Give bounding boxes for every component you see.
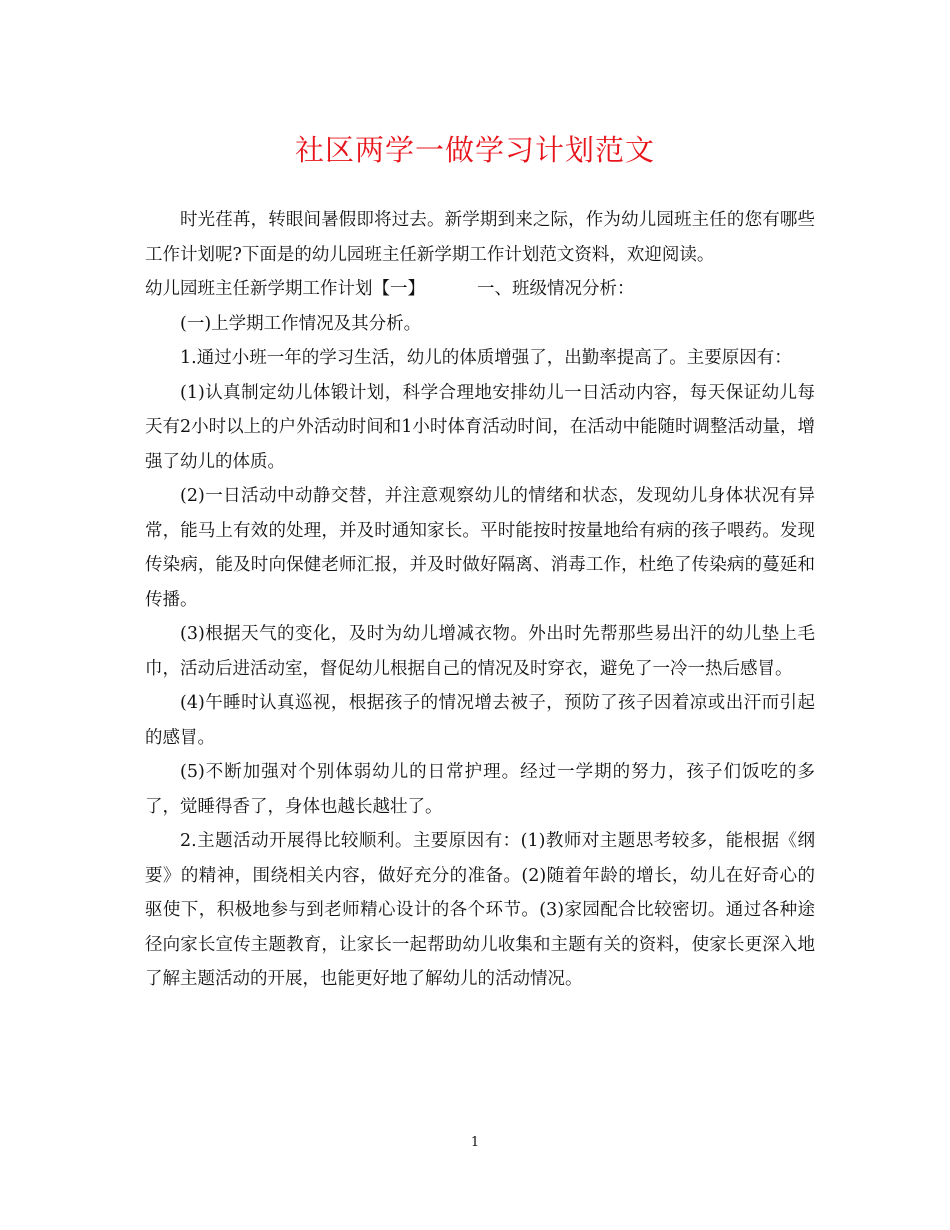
subheading-line bbox=[145, 272, 815, 307]
paragraph-sub-5: (5)不断加强对个别体弱幼儿的日常护理。经过一学期的努力，孩子们饭吃的多了，觉睡得香了，身体也越长越壮了。 bbox=[145, 762, 815, 817]
paragraph-item-2: 2.主题活动开展得比较顺利。主要原因有：(1)教师对主题思考较多，能根据《纲要》的精神，围绕相关内容，做好充分的准备。(2)随着年龄的增长，幼儿在好奇心的驱使下，积极地参与到老师精心设计的各个环节。(3)家园配合比较密切。通过各种途径向家长宣传主题教育，让家长一起帮助幼儿收集和主题有关的资料，使家长更深入地了解主题活动的开展，也能更好地了解幼儿的活动情况。 bbox=[145, 831, 815, 989]
intro-paragraph: 时光荏苒，转眼间暑假即将过去。新学期到来之际，作为幼儿园班主任的您有哪些工作计划呢?下面是的幼儿园班主任新学期工作计划范文资料，欢迎阅读。 bbox=[145, 210, 815, 265]
paragraph-sub-2: (2)一日活动中动静交替，并注意观察幼儿的情绪和状态，发现幼儿身体状况有异常，能马上有效的处理，并及时通知家长。平时能按时按量地给有病的孩子喂药。发现传染病，能及时向保健老师汇报，并及时做好隔离、消毒工作，杜绝了传染病的蔓延和传播。 bbox=[145, 486, 815, 610]
paragraph-sub-4: (4)午睡时认真巡视，根据孩子的情况增去被子，预防了孩子因着凉或出汗而引起的感冒。 bbox=[145, 693, 815, 748]
section-heading: (一)上学期工作情况及其分析。 bbox=[180, 313, 422, 334]
paragraph-sub-3: (3)根据天气的变化，及时为幼儿增减衣物。外出时先帮那些易出汗的幼儿垫上毛巾，活动后进活动室，督促幼儿根据自己的情况及时穿衣，避免了一冷一热后感冒。 bbox=[145, 624, 815, 679]
document-body bbox=[145, 203, 815, 997]
paragraph-sub-1: (1)认真制定幼儿体锻计划，科学合理地安排幼儿一日活动内容，每天保证幼儿每天有2小时以上的户外活动时间和1小时体育活动时间，在活动中能随时调整活动量，增强了幼儿的体质。 bbox=[145, 382, 815, 472]
paragraph-item-1: 1.通过小班一年的学习生活，幼儿的体质增强了，出勤率提高了。主要原因有： bbox=[180, 348, 792, 368]
subheading-right: 一、班级情况分析： bbox=[477, 279, 635, 299]
document-title: 社区两学一做学习计划范文 bbox=[294, 133, 655, 167]
page-number: 1 bbox=[470, 1135, 480, 1150]
subheading-left: 幼儿园班主任新学期工作计划【一】 bbox=[145, 279, 425, 299]
